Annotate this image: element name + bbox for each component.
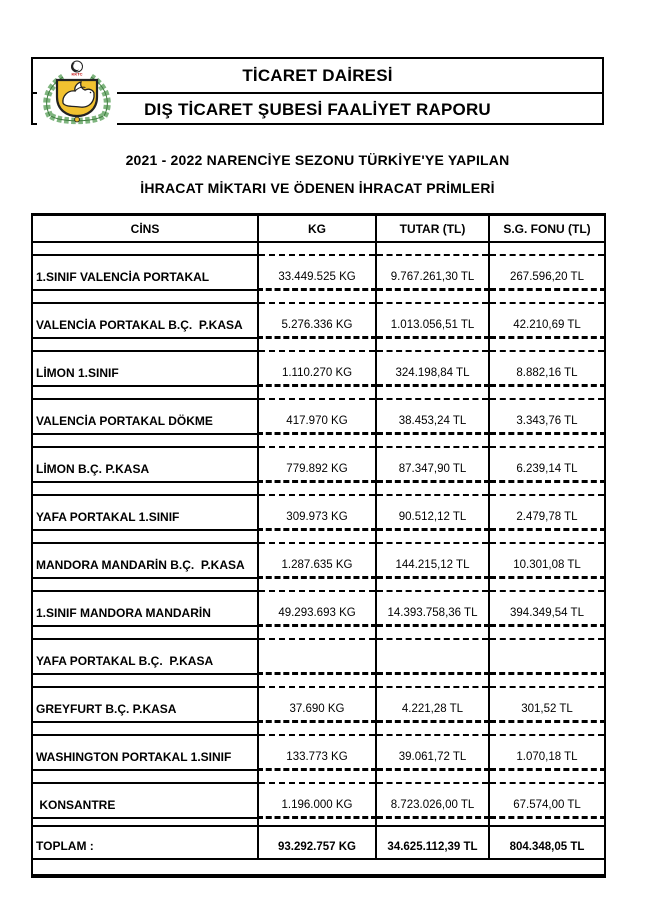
- spacer-cell: [489, 722, 605, 736]
- sg_fonu-cell: [489, 639, 605, 674]
- spacer-cell: [32, 434, 258, 448]
- cins-cell: VALENCİA PORTAKAL DÖKME: [32, 399, 258, 434]
- kg-cell: 309.973 KG: [258, 495, 376, 530]
- table-row: [32, 303, 605, 338]
- spacer-row: [32, 722, 605, 736]
- tutar-cell: 8.723.026,00 TL: [376, 783, 489, 818]
- spacer-row: [32, 386, 605, 400]
- spacer-cell: [376, 578, 489, 592]
- spacer-cell: [32, 242, 258, 255]
- spacer-cell: [376, 530, 489, 544]
- spacer-cell: [489, 386, 605, 400]
- table-row: [32, 591, 605, 626]
- tutar-cell: 144.215,12 TL: [376, 543, 489, 578]
- table-row: [32, 687, 605, 722]
- sg_fonu-cell: 301,52 TL: [489, 687, 605, 722]
- kg-cell: 779.892 KG: [258, 447, 376, 482]
- cins-cell: YAFA PORTAKAL B.Ç. P.KASA: [32, 639, 258, 674]
- sg_fonu-cell: 267.596,20 TL: [489, 255, 605, 290]
- spacer-cell: [258, 242, 376, 255]
- tutar-cell: 34.625.112,39 TL: [376, 826, 489, 859]
- kg-cell: 33.449.525 KG: [258, 255, 376, 290]
- spacer-row: [32, 674, 605, 688]
- table-header-row: [32, 215, 605, 243]
- spacer-row: [32, 530, 605, 544]
- spacer-cell: [376, 674, 489, 688]
- table-row: [32, 447, 605, 482]
- spacer-cell: [258, 386, 376, 400]
- export-table: [31, 213, 606, 878]
- spacer-cell: [258, 482, 376, 496]
- spacer-cell: [32, 482, 258, 496]
- svg-text:KKTC: KKTC: [71, 71, 83, 77]
- tutar-cell: 1.013.056,51 TL: [376, 303, 489, 338]
- spacer-cell: [258, 770, 376, 784]
- tutar-cell: 38.453,24 TL: [376, 399, 489, 434]
- sg_fonu-cell: 804.348,05 TL: [489, 826, 605, 859]
- cins-cell: TOPLAM :: [32, 826, 258, 859]
- column-header-sg_fonu: S.G. FONU (TL): [489, 215, 605, 243]
- column-header-tutar: TUTAR (TL): [376, 215, 489, 243]
- spacer-cell: [32, 386, 258, 400]
- spacer-cell: [258, 626, 376, 640]
- cins-cell: LİMON 1.SINIF: [32, 351, 258, 386]
- sg_fonu-cell: 8.882,16 TL: [489, 351, 605, 386]
- spacer-row: [32, 290, 605, 304]
- spacer-row: [32, 626, 605, 640]
- spacer-row: [32, 482, 605, 496]
- spacer-cell: [32, 338, 258, 352]
- table-row: [32, 495, 605, 530]
- spacer-cell: [258, 722, 376, 736]
- tutar-cell: 90.512,12 TL: [376, 495, 489, 530]
- spacer-row: [32, 242, 605, 255]
- table-row: [32, 543, 605, 578]
- tutar-cell: [376, 639, 489, 674]
- spacer-cell: [376, 818, 489, 827]
- spacer-cell: [489, 434, 605, 448]
- spacer-cell: [258, 434, 376, 448]
- sg_fonu-cell: 6.239,14 TL: [489, 447, 605, 482]
- sg_fonu-cell: 1.070,18 TL: [489, 735, 605, 770]
- column-header-cins: CİNS: [32, 215, 258, 243]
- spacer-cell: [258, 578, 376, 592]
- spacer-cell: [32, 626, 258, 640]
- coat-of-arms-icon: [37, 59, 117, 125]
- spacer-cell: [489, 626, 605, 640]
- sg_fonu-cell: 3.343,76 TL: [489, 399, 605, 434]
- header-title-line2: DIŞ TİCARET ŞUBESİ FAALİYET RAPORU: [144, 99, 491, 119]
- spacer-cell: [489, 674, 605, 688]
- spacer-row: [32, 770, 605, 784]
- final-spacer-row: [32, 859, 605, 876]
- report-title-line2: İHRACAT MİKTARI VE ÖDENEN İHRACAT PRİMLERİ: [140, 180, 495, 196]
- cins-cell: LİMON B.Ç. P.KASA: [32, 447, 258, 482]
- table-row: [32, 255, 605, 290]
- spacer-cell: [32, 818, 258, 827]
- spacer-cell: [489, 482, 605, 496]
- tutar-cell: 9.767.261,30 TL: [376, 255, 489, 290]
- kg-cell: 49.293.693 KG: [258, 591, 376, 626]
- tutar-cell: 324.198,84 TL: [376, 351, 489, 386]
- spacer-cell: [376, 482, 489, 496]
- spacer-cell: [32, 530, 258, 544]
- spacer-cell: [489, 818, 605, 827]
- spacer-row: [32, 338, 605, 352]
- tutar-cell: 39.061,72 TL: [376, 735, 489, 770]
- cins-cell: WASHINGTON PORTAKAL 1.SINIF: [32, 735, 258, 770]
- kg-cell: 93.292.757 KG: [258, 826, 376, 859]
- sg_fonu-cell: 42.210,69 TL: [489, 303, 605, 338]
- table-row: [32, 351, 605, 386]
- total-row: [32, 826, 605, 859]
- spacer-cell: [489, 338, 605, 352]
- spacer-cell: [376, 386, 489, 400]
- cins-cell: KONSANTRE: [32, 783, 258, 818]
- spacer-cell: [376, 626, 489, 640]
- cins-cell: 1.SINIF VALENCİA PORTAKAL: [32, 255, 258, 290]
- spacer-cell: [258, 530, 376, 544]
- kg-cell: [258, 639, 376, 674]
- spacer-cell: [258, 290, 376, 304]
- tutar-cell: 14.393.758,36 TL: [376, 591, 489, 626]
- kg-cell: 5.276.336 KG: [258, 303, 376, 338]
- spacer-cell: [32, 674, 258, 688]
- spacer-cell: [489, 242, 605, 255]
- kg-cell: 133.773 KG: [258, 735, 376, 770]
- tutar-cell: 87.347,90 TL: [376, 447, 489, 482]
- spacer-cell: [376, 242, 489, 255]
- kktc-coat-of-arms-logo: [37, 59, 117, 125]
- spacer-cell: [258, 338, 376, 352]
- spacer-cell: [376, 290, 489, 304]
- spacer-cell: [376, 338, 489, 352]
- spacer-cell: [489, 770, 605, 784]
- cins-cell: GREYFURT B.Ç. P.KASA: [32, 687, 258, 722]
- table-row: [32, 735, 605, 770]
- spacer-cell: [376, 770, 489, 784]
- spacer-cell: [489, 530, 605, 544]
- spacer-row: [32, 818, 605, 827]
- spacer-cell: [376, 434, 489, 448]
- sg_fonu-cell: 2.479,78 TL: [489, 495, 605, 530]
- sg_fonu-cell: 67.574,00 TL: [489, 783, 605, 818]
- spacer-cell: [32, 770, 258, 784]
- spacer-cell: [258, 674, 376, 688]
- kg-cell: 1.196.000 KG: [258, 783, 376, 818]
- kg-cell: 417.970 KG: [258, 399, 376, 434]
- spacer-cell: [258, 818, 376, 827]
- sg_fonu-cell: 394.349,54 TL: [489, 591, 605, 626]
- report-title: [31, 146, 604, 202]
- cins-cell: YAFA PORTAKAL 1.SINIF: [32, 495, 258, 530]
- spacer-cell: [32, 722, 258, 736]
- cins-cell: VALENCİA PORTAKAL B.Ç. P.KASA: [32, 303, 258, 338]
- table-row: [32, 783, 605, 818]
- kg-cell: 1.110.270 KG: [258, 351, 376, 386]
- table-row: [32, 399, 605, 434]
- kg-cell: 37.690 KG: [258, 687, 376, 722]
- header-title-line1: TİCARET DAİRESİ: [33, 59, 602, 94]
- spacer-cell: [489, 578, 605, 592]
- cins-cell: MANDORA MANDARİN B.Ç. P.KASA: [32, 543, 258, 578]
- spacer-cell: [32, 578, 258, 592]
- spacer-cell: [376, 722, 489, 736]
- kg-cell: 1.287.635 KG: [258, 543, 376, 578]
- spacer-row: [32, 434, 605, 448]
- tutar-cell: 4.221,28 TL: [376, 687, 489, 722]
- table-row: [32, 639, 605, 674]
- spacer-row: [32, 578, 605, 592]
- sg_fonu-cell: 10.301,08 TL: [489, 543, 605, 578]
- column-header-kg: KG: [258, 215, 376, 243]
- cins-cell: 1.SINIF MANDORA MANDARİN: [32, 591, 258, 626]
- spacer-cell: [32, 290, 258, 304]
- spacer-cell: [489, 290, 605, 304]
- report-title-line1: 2021 - 2022 NARENCİYE SEZONU TÜRKİYE'YE YAPILAN: [125, 152, 510, 168]
- final-spacer-cell: [32, 859, 605, 876]
